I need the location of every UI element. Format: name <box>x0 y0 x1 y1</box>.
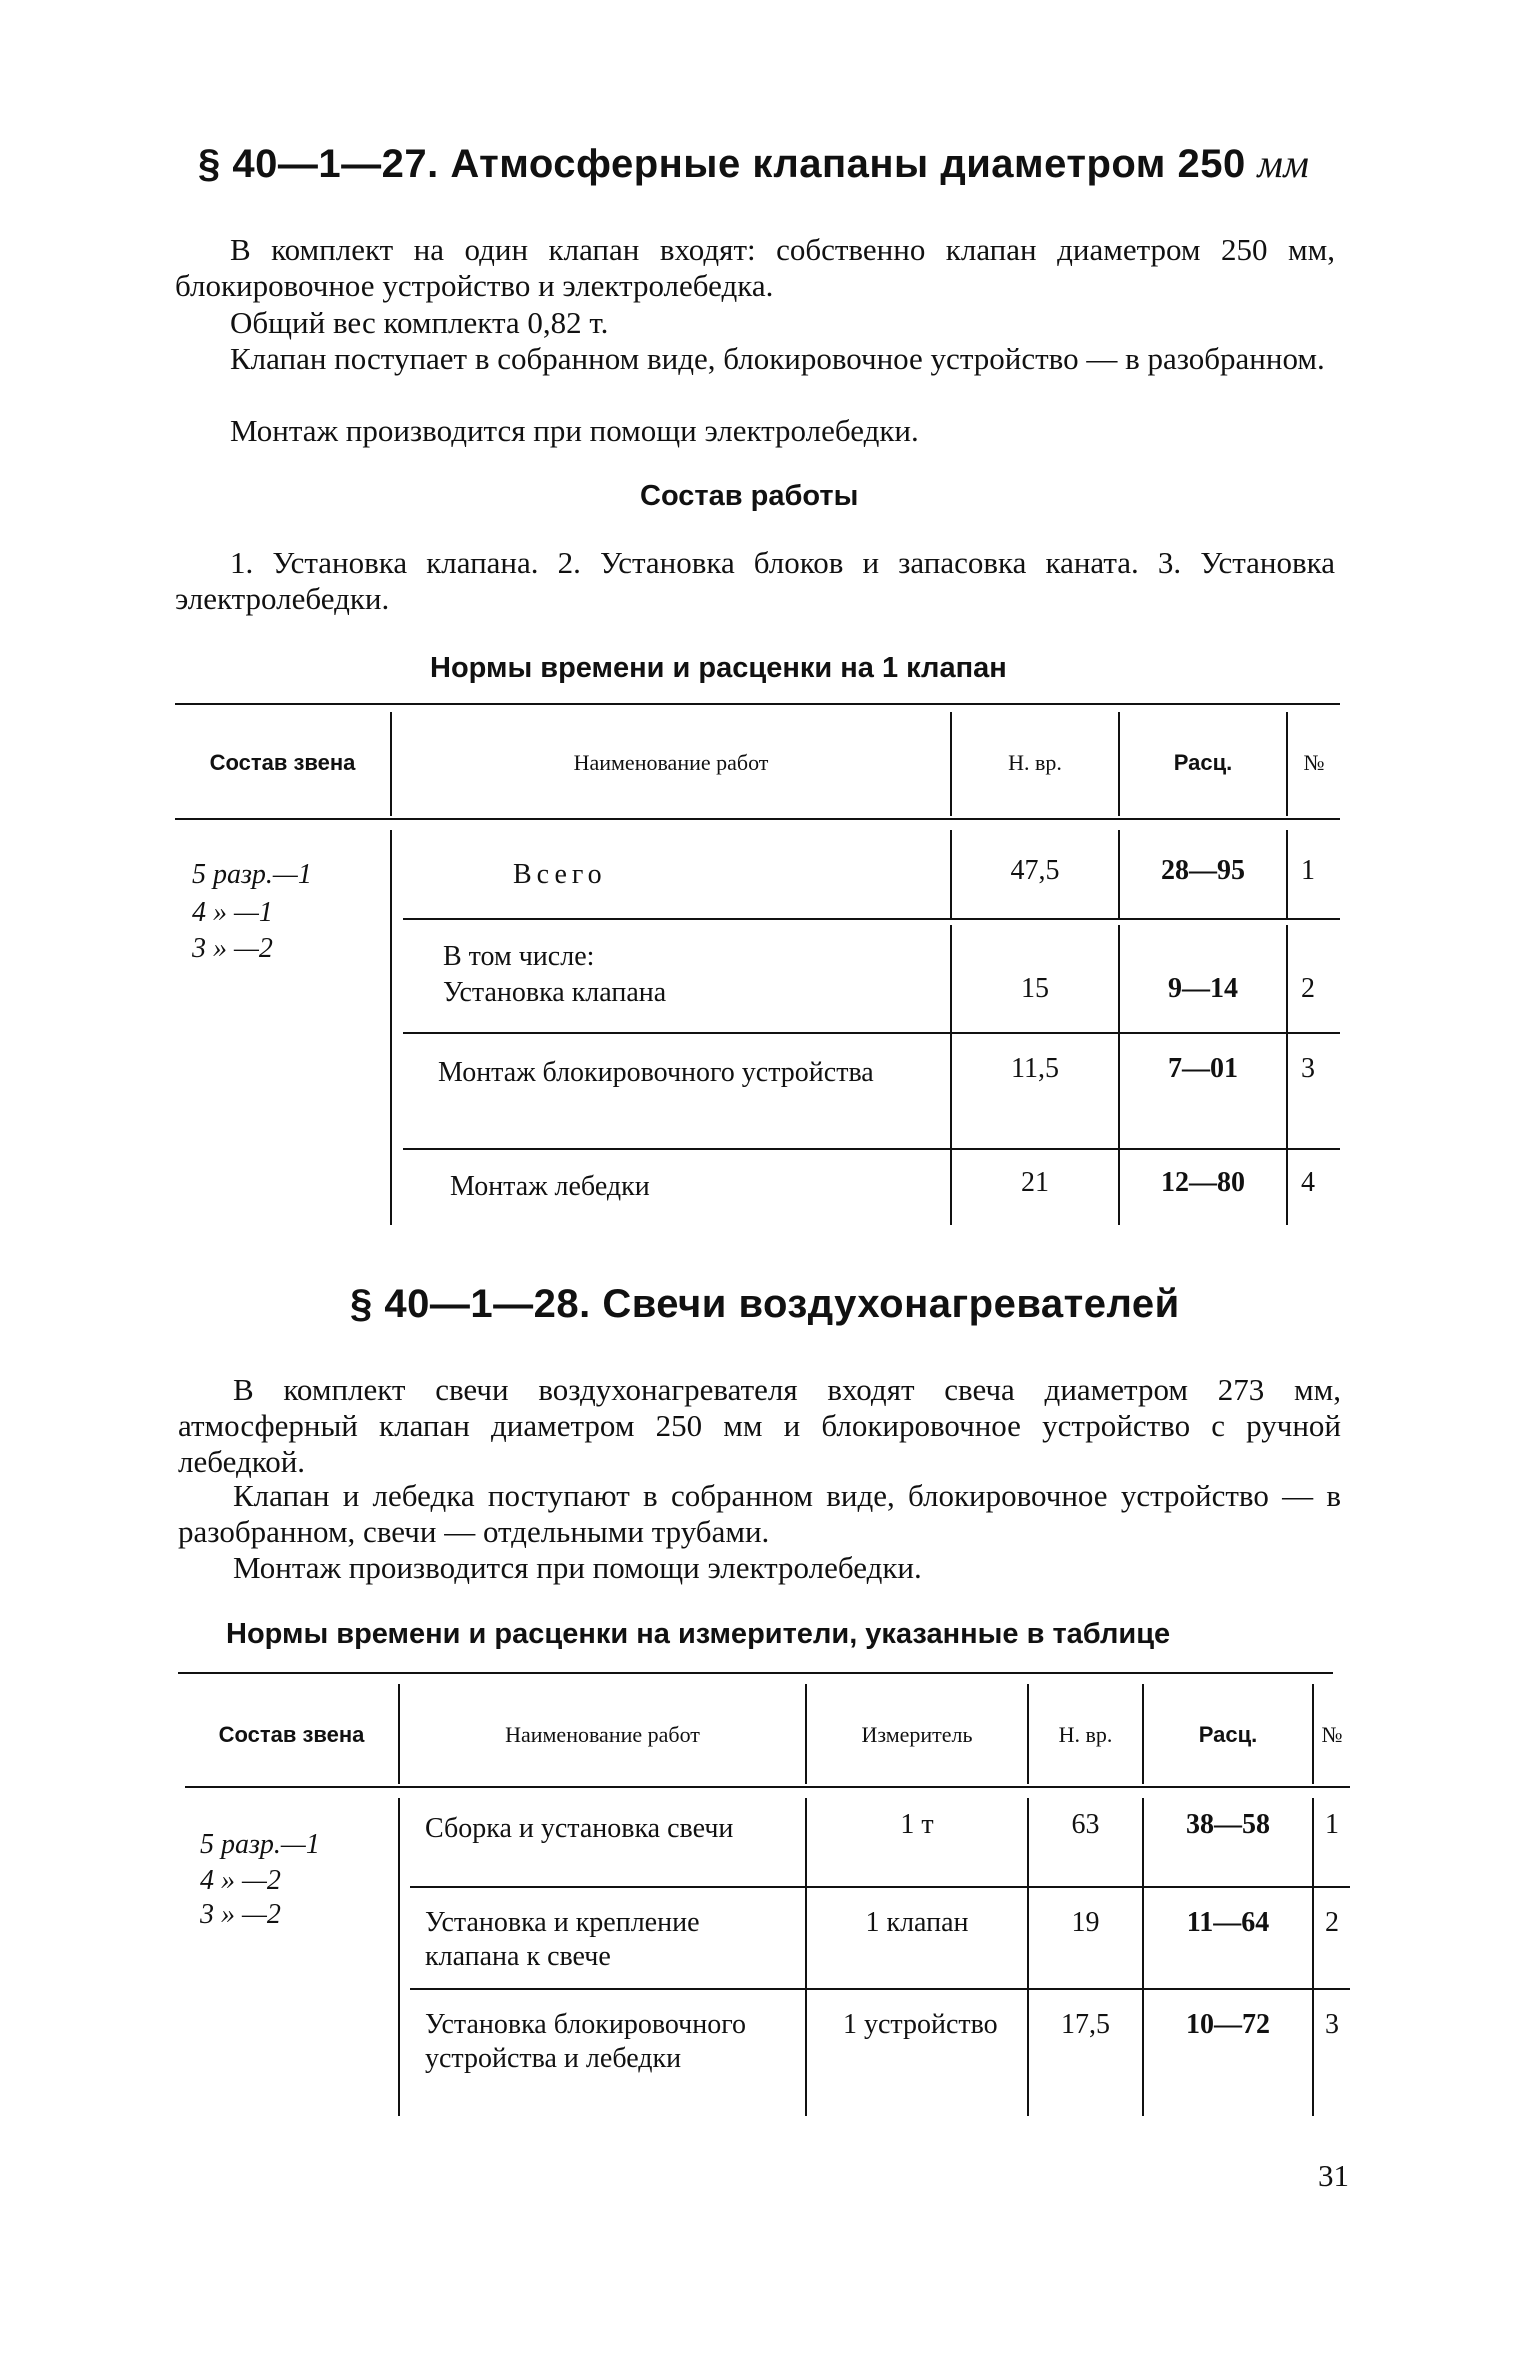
table2-row-2-name: Установка и крепление клапана к свече <box>425 1907 700 1972</box>
table1-crew-3: 3 » —2 <box>192 933 273 964</box>
table1-row-3-norm: 11,5 <box>1011 1053 1059 1084</box>
table1-header-norm: Н. вр. <box>1008 750 1062 775</box>
table1-header-no: № <box>1303 750 1325 775</box>
table2-row-2-unit: 1 клапан <box>865 1907 969 1938</box>
section2-title: § 40—1—28. Свечи воздухонагревателей <box>350 1282 1180 1326</box>
table2-row-2-norm: 19 <box>1071 1907 1100 1938</box>
table1-row-2-no: 2 <box>1301 973 1315 1004</box>
table2-row-2-no: 2 <box>1325 1907 1339 1938</box>
section2-paragraph-2: Клапан и лебедка поступают в собранном виде, блокировочное устройство — в разобранном, свечи — отдельными трубами. <box>178 1478 1341 1549</box>
section1-paragraph-3: Клапан поступает в собранном виде, блокировочное устройство — в разобранном. <box>230 341 1325 376</box>
table2-row-1-norm: 63 <box>1071 1809 1100 1840</box>
table1-crew-2: 4 » —1 <box>192 897 273 928</box>
table2-crew-2: 4 » —2 <box>200 1865 281 1896</box>
table2-header-work: Наименование работ <box>505 1722 700 1747</box>
work-composition-heading: Состав работы <box>640 480 859 512</box>
section2-paragraph-1: В комплект свечи воздухонагревателя входят свеча диаметром 273 мм, атмосферный клапан диаметром 250 мм и блокировочное устройство с ручной лебедкой. <box>178 1372 1341 1479</box>
table1-row-1-no: 1 <box>1301 855 1315 886</box>
table1-row-4-rate: 12—80 <box>1161 1167 1245 1198</box>
table2-crew-3: 3 » —2 <box>200 1899 281 1930</box>
table1-header-rate: Расц. <box>1173 750 1233 775</box>
table2-row-3-unit: 1 устройство <box>843 2009 998 2040</box>
table2-header-crew: Состав звена <box>218 1722 365 1747</box>
table1-row-2-norm: 15 <box>1021 973 1049 1004</box>
section1-paragraph-4: Монтаж производится при помощи электролебедки. <box>230 413 919 448</box>
table2-row-3-no: 3 <box>1325 2009 1339 2040</box>
table1-row-3-no: 3 <box>1301 1053 1315 1084</box>
table1-row-1-rate: 28—95 <box>1161 855 1245 886</box>
table2-header-no: № <box>1321 1722 1343 1747</box>
table2-row-1-rate: 38—58 <box>1186 1809 1270 1840</box>
table1-row-4-no: 4 <box>1301 1167 1315 1198</box>
section1-paragraph-2: Общий вес комплекта 0,82 т. <box>230 305 609 340</box>
table2-row-1-name: Сборка и установка свечи <box>425 1813 734 1844</box>
table2-header-rate: Расц. <box>1198 1722 1258 1747</box>
section2-paragraph-3: Монтаж производится при помощи электролебедки. <box>233 1550 922 1585</box>
table1-row-3-rate: 7—01 <box>1168 1053 1238 1084</box>
table1-row-2-name: Установка клапана <box>443 977 667 1008</box>
table1-row-3-name: Монтаж блокировочного устройства <box>438 1057 874 1088</box>
table2-header-unit: Измеритель <box>861 1722 973 1747</box>
section1-paragraph-1: В комплект на один клапан входят: собственно клапан диаметром 250 мм, блокировочное устройство и электролебедка. <box>175 232 1335 303</box>
table1-row-1-norm: 47,5 <box>1010 855 1060 886</box>
table2-crew-1: 5 разр.—1 <box>200 1829 320 1860</box>
table1-title: Нормы времени и расценки на 1 клапан <box>430 652 1007 684</box>
table1-header-crew: Состав звена <box>209 750 356 775</box>
table1-row-2-prefix: В том числе: <box>443 941 595 972</box>
table2-row-1-no: 1 <box>1325 1809 1339 1840</box>
table1-row-4-name: Монтаж лебедки <box>450 1171 650 1202</box>
table1-row-1-name: Всего <box>513 859 607 890</box>
table2-row-2-rate: 11—64 <box>1186 1907 1270 1938</box>
table1-row-2-rate: 9—14 <box>1168 973 1238 1004</box>
table1-row-4-norm: 21 <box>1021 1167 1049 1198</box>
work-composition-text: 1. Установка клапана. 2. Установка блоков и запасовка каната. 3. Установка электролебедки. <box>175 545 1335 616</box>
table2-title: Нормы времени и расценки на измерители, указанные в таблице <box>226 1618 1171 1650</box>
table2-row-3-name: Установка блокировочного устройства и лебедки <box>425 2009 746 2074</box>
page-number: 31 <box>1318 2158 1349 2193</box>
table2-row-3-rate: 10—72 <box>1186 2009 1270 2040</box>
table1-crew-1: 5 разр.—1 <box>192 859 312 890</box>
table2-header-norm: Н. вр. <box>1058 1722 1113 1747</box>
table2-row-3-norm: 17,5 <box>1061 2009 1110 2040</box>
table1-header-work: Наименование работ <box>573 750 769 775</box>
table2-row-1-unit: 1 т <box>900 1809 934 1840</box>
section1-title: § 40—1—27. Атмосферные клапаны диаметром 250 мм <box>198 141 1310 186</box>
